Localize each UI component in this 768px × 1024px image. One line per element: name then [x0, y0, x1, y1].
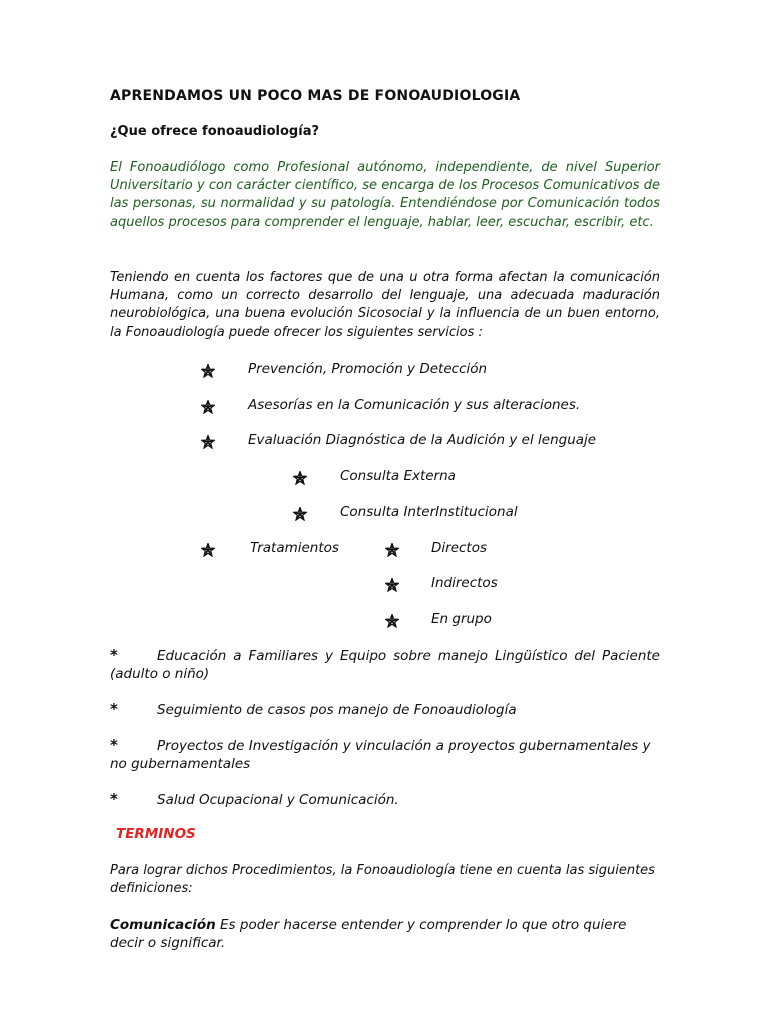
star-bullet-icon — [201, 435, 215, 449]
star-bullet-icon — [293, 507, 307, 521]
bullet-text: Salud Ocupacional y Comunicación. — [157, 792, 399, 808]
asterisk-bullet: * — [110, 736, 118, 754]
service-group: En grupo — [431, 611, 492, 627]
bullet-text: Proyectos de Investigación y vinculación a proyectos gubernamentales y no gubernamentales — [110, 738, 651, 773]
factors-paragraph: Teniendo en cuenta los factores que de una u otra forma afectan la comunicación Humana, como un correcto desarrollo del lenguaje, una adecuada maduración neurobiológica, una buena evolución Sicosocial y la influencia de un buen entorno, la Fonoaudiología puede ofrecer los siguientes servicios : — [110, 270, 660, 340]
definition-communication — [110, 916, 660, 952]
service-indirect: Indirectos — [431, 575, 498, 591]
service-external: Consulta Externa — [340, 468, 456, 484]
definition-term: Comunicación — [110, 917, 216, 933]
service-interinstitutional: Consulta InterInstitucional — [340, 504, 518, 520]
service-direct: Directos — [431, 540, 488, 556]
asterisk-bullet: * — [110, 790, 118, 808]
star-bullet-icon — [385, 578, 399, 592]
list-item — [110, 647, 660, 683]
asterisk-bullet: * — [110, 700, 118, 718]
terms-intro: Para lograr dichos Procedimientos, la Fonoaudiología tiene en cuenta las siguientes definiciones: — [110, 863, 655, 897]
list-item — [110, 737, 660, 773]
star-bullet-icon — [201, 364, 215, 378]
page-title: APRENDAMOS UN POCO MAS DE FONOAUDIOLOGIA — [110, 88, 521, 104]
star-bullet-icon — [293, 471, 307, 485]
star-bullet-icon — [385, 614, 399, 628]
service-treatments: Tratamientos — [250, 540, 339, 556]
bullet-text: Educación a Familiares y Equipo sobre manejo Lingüístico del Paciente (adulto o niño) — [110, 648, 660, 683]
list-item — [110, 701, 660, 719]
star-bullet-icon — [385, 543, 399, 557]
asterisk-bullet: * — [110, 646, 118, 664]
definition-text: Es poder hacerse entender y comprender lo que otro quiere decir o significar. — [110, 917, 627, 952]
section-question: ¿Que ofrece fonoaudiología? — [110, 124, 320, 139]
service-prevention: Prevención, Promoción y Detección — [248, 361, 488, 377]
service-evaluation: Evaluación Diagnóstica de la Audición y el lenguaje — [248, 432, 597, 448]
bullet-text: Seguimiento de casos pos manejo de Fonoaudiología — [157, 702, 517, 718]
list-item — [110, 791, 660, 809]
terms-heading: TERMINOS — [116, 826, 196, 842]
star-bullet-icon — [201, 543, 215, 557]
service-advisory: Asesorías en la Comunicación y sus alteraciones. — [248, 397, 581, 413]
intro-paragraph: El Fonoaudiólogo como Profesional autónomo, independiente, de nivel Superior Universitario y con carácter científico, se encarga de los Procesos Comunicativos de las personas, su normalidad y su patología. Entendiéndose por Comunicación todos aquellos procesos para comprender el lenguaje, hablar, leer, escuchar, escribir, etc. — [110, 160, 660, 230]
star-bullet-icon — [201, 400, 215, 414]
